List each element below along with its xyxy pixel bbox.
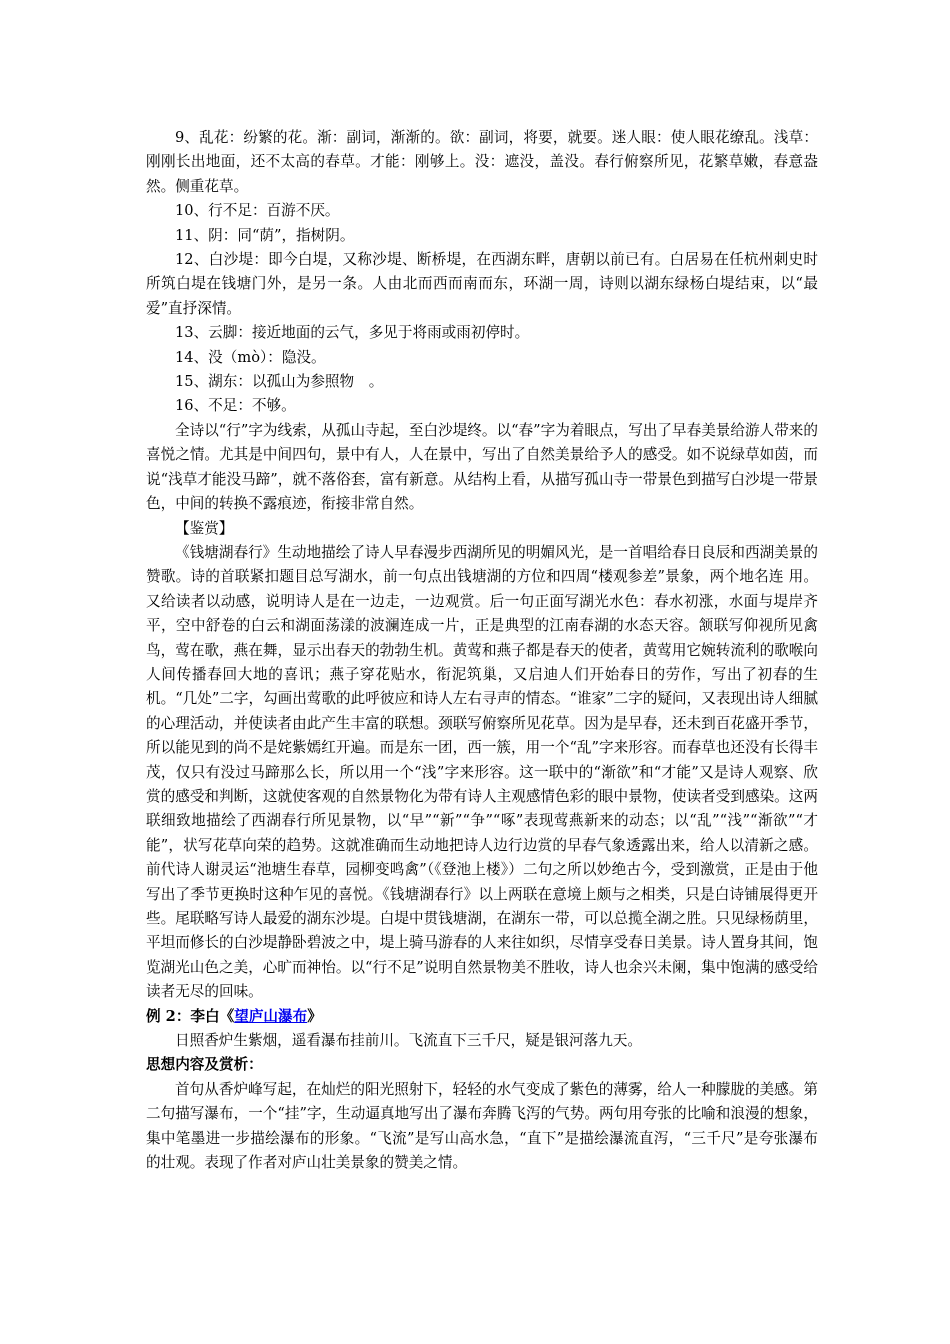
- note-10: 10、行不足：百游不厌。: [175, 202, 340, 220]
- analysis-text: 首句从香炉峰写起，在灿烂的阳光照射下，轻轻的水气变成了紫色的薄雾，给人一种朦胧的美感。第二句描写瀑布，一个“挂”字，生动逼真地写出了瀑布奔腾飞泻的气势。两句用夸张的比喻和浪漫的想象，集中笔墨进一步描绘瀑布的形象。“飞流”是写山高水急，“直下”是描绘瀑流直泻，“三千尺”是夸张瀑布的壮观。表现了作者对庐山壮美景象的赞美之情。: [146, 1080, 818, 1172]
- example-2-poem: 日照香炉生紫烟，遥看瀑布挂前川。飞流直下三千尺，疑是银河落九天。: [175, 1032, 643, 1050]
- note-14: 14、没（mò）：隐没。: [175, 348, 326, 366]
- note-11: 11、阴：同“荫”，指树阴。: [175, 226, 355, 244]
- poem-summary: 全诗以“行”字为线索，从孤山寺起，至白沙堤终。以“春”字为着眼点，写出了早春美景给游人带来的喜悦之情。尤其是中间四句，景中有人，人在景中，写出了自然美景给予人的感受。如不说绿草如茵，而说“浅草才能没马蹄”，就不落俗套，富有新意。从结构上看，从描写孤山寺一带景色到描写白沙堤一带景色，中间的转换不露痕迹，衔接非常自然。: [146, 421, 818, 513]
- poem-title-link[interactable]: 望庐山瀑布: [234, 1007, 308, 1025]
- note-16: 16、不足：不够。: [175, 397, 296, 415]
- note-12: 12、白沙堤：即今白堤，又称沙堤、断桥堤，在西湖东畔，唐朝以前已有。白居易在任杭州刺史时所筑白堤在钱塘门外，是另一条。人由北而西而南而东，环湖一周，诗则以湖东绿杨白堤结束，以“最爱”直抒深情。: [146, 251, 818, 317]
- example-2-title: [146, 1005, 818, 1029]
- note-15: 15、湖东：以孤山为参照物 。: [175, 373, 384, 391]
- example-2-suffix: 》: [307, 1007, 322, 1025]
- note-9: 9、乱花：纷繁的花。渐：副词，渐渐的。欲：副词，将要，就要。迷人眼：使人眼花缭乱。浅草：刚刚长出地面，还不太高的春草。才能：刚够上。没：遮没，盖没。春行俯察所见，花繁草嫩，春意盎然。侧重花草。: [146, 129, 818, 195]
- note-13: 13、云脚：接近地面的云气，多见于将雨或雨初停时。: [175, 324, 530, 342]
- document-page: [146, 126, 818, 1175]
- analysis-heading: 思想内容及赏析：: [146, 1056, 263, 1074]
- appreciation-heading: 【鉴赏】: [175, 519, 234, 537]
- appreciation-text: 《钱塘湖春行》生动地描绘了诗人早春漫步西湖所见的明媚风光，是一首唱给春日良辰和西湖美景的赞歌。诗的首联紧扣题目总写湖水，前一句点出钱塘湖的方位和四周“楼观参差”景象，两个地名连 用。又给读者以动感，说明诗人是在一边走，一边观赏。后一句正面写湖光水色：春水初涨，水面与堤岸齐平，空中舒卷的白云和湖面荡漾的波澜连成一片，正是典型的江南春湖的水态天容。颔联写仰视所见禽鸟，莺在歌，燕在舞，显示出春天的勃勃生机。黄莺和燕子都是春天的使者，黄莺用它婉转流利的歌喉向人间传播春回大地的喜讯；燕子穿花贴水，衔泥筑巢，又启迪人们开始春日的劳作，写出了初春的生机。“几处”二字，勾画出莺歌的此呼彼应和诗人左右寻声的情态。“谁家”二字的疑问，又表现出诗人细腻的心理活动，并使读者由此产生丰富的联想。颈联写俯察所见花草。因为是早春，还未到百花盛开季节，所以能见到的尚不是姹紫嫣红开遍。而是东一团，西一簇，用一个“乱”字来形容。而春草也还没有长得丰茂，仅只有没过马蹄那么长，所以用一个“浅”字来形容。这一联中的“渐欲”和“才能”又是诗人观察、欣赏的感受和判断，这就使客观的自然景物化为带有诗人主观感情色彩的眼中景物，使读者受到感染。这两联细致地描绘了西湖春行所见景物，以“早”“新”“争”“啄”表现莺燕新来的动态；以“乱”“浅”“渐欲”“才能”，状写花草向荣的趋势。这就准确而生动地把诗人边行边赏的早春气象透露出来，给人以清新之感。前代诗人谢灵运“池塘生春草，园柳变鸣禽”（《登池上楼》）二句之所以妙绝古今，受到激赏，正是由于他写出了季节更换时这种乍见的喜悦。《钱塘湖春行》以上两联在意境上颇与之相类，只是白诗铺展得更开些。尾联略写诗人最爱的湖东沙堤。白堤中贯钱塘湖，在湖东一带，可以总揽全湖之胜。只见绿杨荫里，平坦而修长的白沙堤静卧碧波之中，堤上骑马游春的人来往如织，尽情享受春日美景。诗人置身其间，饱览湖光山色之美，心旷而神怡。以“行不足”说明自然景物美不胜收，诗人也余兴未阑，集中饱满的感受给读者无尽的回味。: [146, 543, 818, 1001]
- example-2-prefix: 例 2：李白《: [146, 1007, 235, 1025]
